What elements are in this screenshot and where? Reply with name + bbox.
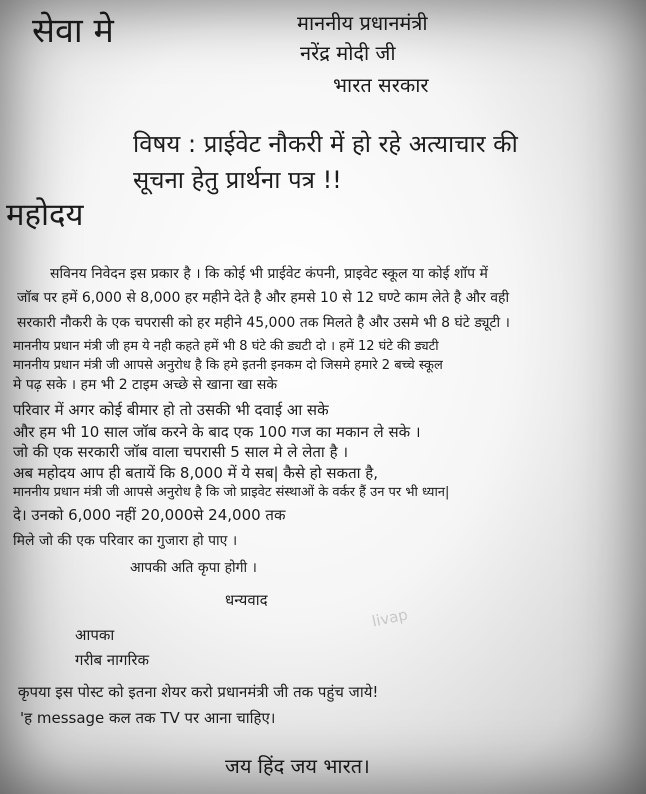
body-line: दे। उनको 6,000 नहीं 20,000से 24,000 तक bbox=[13, 506, 286, 524]
greeting: महोदय bbox=[6, 197, 84, 233]
body-line: परिवार में अगर कोई बीमार हो तो उसकी भी दवाई आ सके bbox=[13, 401, 329, 419]
salutation-to: सेवा मे bbox=[32, 11, 114, 51]
subject-line: सूचना हेतु प्रार्थना पत्र !! bbox=[133, 166, 342, 194]
thanks: धन्यवाद bbox=[225, 591, 268, 609]
body-line: माननीय प्रधान मंत्री जी आपसे अनुरोध है कि हमे इतनी इनकम दो जिसमे हमारे 2 बच्चे स्कूल bbox=[13, 358, 443, 373]
addressee-line: भारत सरकार bbox=[333, 73, 429, 97]
body-line: जो की एक सरकारी जॉब वाला चपरासी 5 साल मे ले लेता है । bbox=[13, 443, 349, 461]
body-line: मे पढ़ सके । हम भी 2 टाइम अच्छे से खाना खा सके bbox=[13, 377, 278, 393]
signoff-line: आपका bbox=[75, 626, 115, 644]
signoff-line: गरीब नागरिक bbox=[75, 651, 149, 669]
appeal-line: कृपया इस पोस्ट को इतना शेयर करो प्रधानमंत्री जी तक पहुंच जाये! bbox=[18, 683, 379, 701]
body-line: माननीय प्रधान मंत्री जी हम ये नही कहते हमें भी 8 घंटे की ड्यटी दो । हमें 12 घंटे की ड्यटी bbox=[13, 339, 439, 354]
body-line: अब महोदय आप ही बतायें कि 8,000 में ये सब| कैसे हो सकता है, bbox=[13, 464, 379, 482]
closing: जय हिंद जय भारत। bbox=[225, 754, 370, 778]
watermark: livap bbox=[370, 605, 410, 631]
body-line: सविनय निवेदन इस प्रकार है । कि कोई भी प्राईवेट कंपनी, प्राइवेट स्कूल या कोई शॉप में bbox=[50, 266, 488, 282]
body-line: सरकारी नौकरी के एक चपरासी को हर महीने 45,000 तक मिलते है और उसमे भी 8 घंटे ड्यूटी । bbox=[17, 315, 510, 331]
addressee-line: माननीय प्रधानमंत्री bbox=[297, 11, 428, 35]
addressee-line: नरेंद्र मोदी जी bbox=[300, 41, 396, 65]
body-line: जॉब पर हमें 6,000 से 8,000 हर महीने देते है और हमसे 10 से 12 घण्टे काम लेते है और वही bbox=[17, 290, 510, 306]
body-line: माननीय प्रधान मंत्री जी आपसे अनुरोध है कि जो प्राइवेट संस्थाओं के वर्कर हैं उन पर भी ध्यान| bbox=[13, 485, 450, 500]
appeal-line: 'ह message कल तक TV पर आना चाहिए। bbox=[20, 709, 276, 727]
body-line: आपकी अति कृपा होगी । bbox=[130, 560, 257, 576]
body-line: मिले जो की एक परिवार का गुजारा हो पाए । bbox=[13, 533, 238, 549]
subject-line: विषय : प्राईवेट नौकरी में हो रहे अत्याचार की bbox=[133, 130, 518, 158]
body-line: और हम भी 10 साल जॉब करने के बाद एक 100 गज का मकान ले सके । bbox=[13, 423, 421, 441]
